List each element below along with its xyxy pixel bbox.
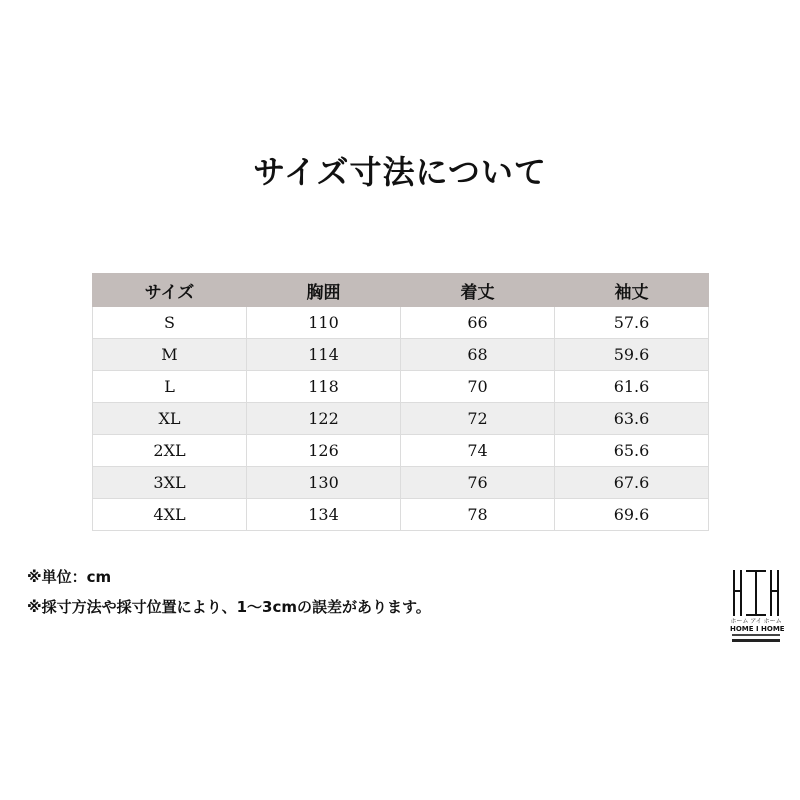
cell-size: 3XL — [93, 467, 247, 499]
cell-size: XL — [93, 403, 247, 435]
measurement-note: ※採寸方法や採寸位置により、1～3cmの誤差があります。 — [27, 598, 431, 616]
cell-chest: 118 — [247, 371, 401, 403]
logo-name: HOME I HOME — [730, 625, 785, 633]
cell-size: S — [93, 307, 247, 339]
cell-chest: 134 — [247, 499, 401, 531]
size-table — [92, 273, 709, 531]
table-header-row — [93, 274, 709, 307]
cell-sleeve: 61.6 — [555, 371, 709, 403]
cell-size: 2XL — [93, 435, 247, 467]
cell-length: 76 — [401, 467, 555, 499]
unit-note: ※単位：cm — [27, 568, 112, 586]
table-row — [93, 467, 709, 499]
cell-length: 78 — [401, 499, 555, 531]
table-row — [93, 403, 709, 435]
brand-logo — [730, 568, 785, 656]
cell-sleeve: 63.6 — [555, 403, 709, 435]
cell-sleeve: 59.6 — [555, 339, 709, 371]
table-row — [93, 371, 709, 403]
logo-fine-print-icon — [730, 633, 782, 645]
table-row — [93, 435, 709, 467]
header-size: サイズ — [93, 274, 247, 307]
notes — [27, 562, 431, 622]
cell-sleeve: 65.6 — [555, 435, 709, 467]
cell-sleeve: 69.6 — [555, 499, 709, 531]
page-title: サイズ寸法について — [253, 153, 547, 191]
hih-monogram-icon — [730, 568, 782, 618]
header-length: 着丈 — [401, 274, 555, 307]
cell-chest: 114 — [247, 339, 401, 371]
cell-size: 4XL — [93, 499, 247, 531]
cell-sleeve: 57.6 — [555, 307, 709, 339]
logo-kana: ホーム アイ ホーム — [730, 618, 782, 625]
cell-length: 72 — [401, 403, 555, 435]
cell-chest: 130 — [247, 467, 401, 499]
cell-chest: 126 — [247, 435, 401, 467]
header-sleeve: 袖丈 — [555, 274, 709, 307]
cell-length: 66 — [401, 307, 555, 339]
cell-length: 70 — [401, 371, 555, 403]
header-chest: 胸囲 — [247, 274, 401, 307]
cell-chest: 110 — [247, 307, 401, 339]
table-row — [93, 307, 709, 339]
cell-length: 74 — [401, 435, 555, 467]
table-row — [93, 499, 709, 531]
cell-size: M — [93, 339, 247, 371]
table-row — [93, 339, 709, 371]
cell-size: L — [93, 371, 247, 403]
cell-sleeve: 67.6 — [555, 467, 709, 499]
cell-length: 68 — [401, 339, 555, 371]
cell-chest: 122 — [247, 403, 401, 435]
